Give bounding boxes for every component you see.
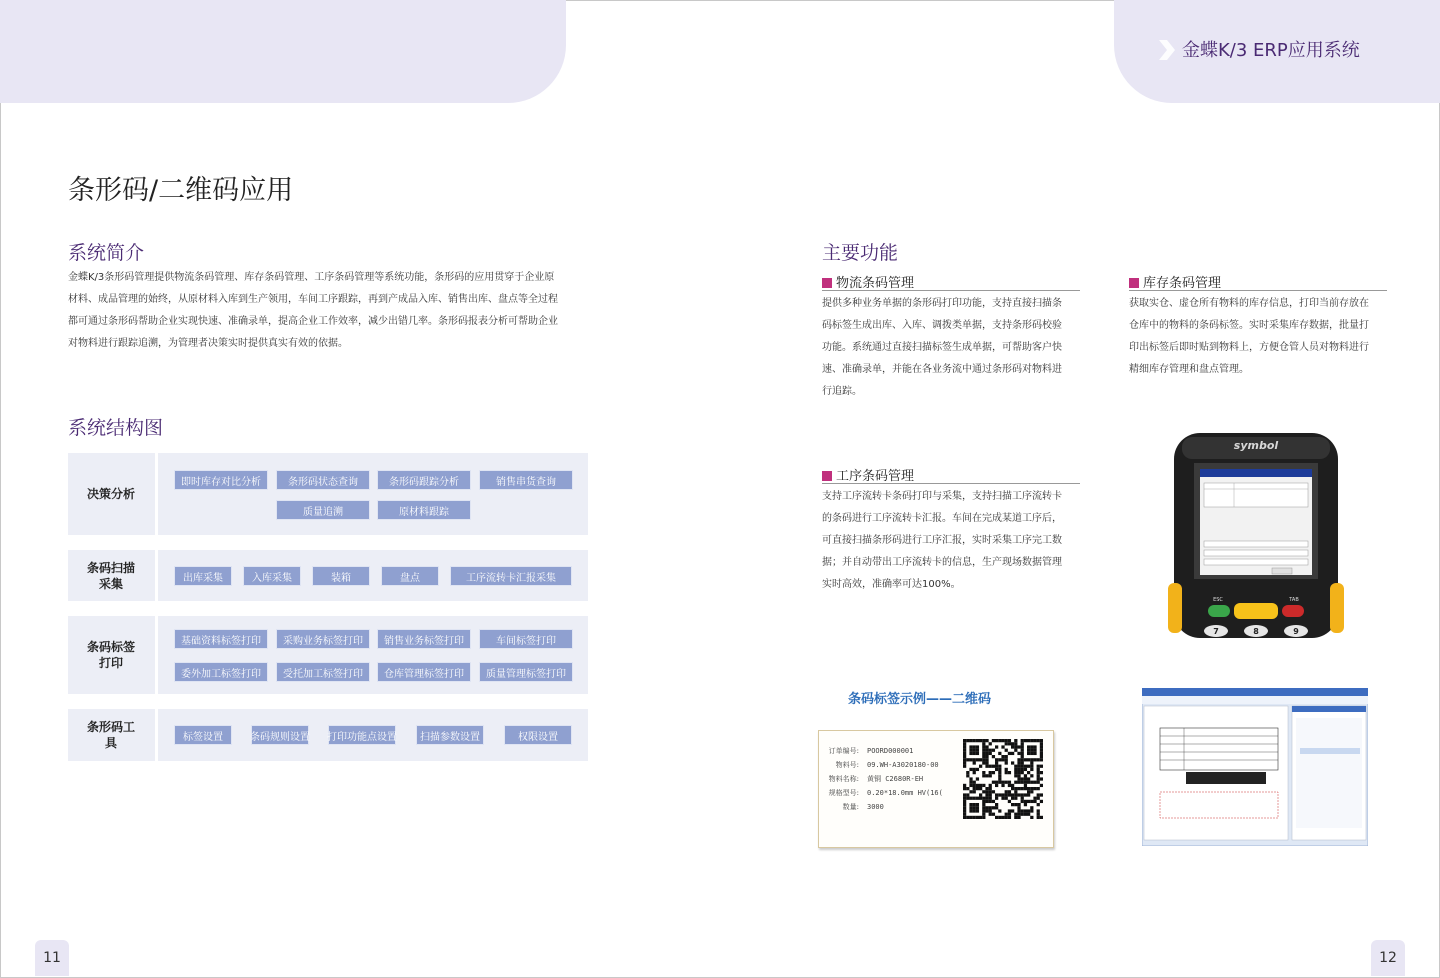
barcode-label-card bbox=[818, 730, 1054, 848]
structure-chip: 采购业务标签打印 bbox=[276, 629, 370, 649]
structure-group-print bbox=[68, 616, 588, 694]
text-line: 功能。系统通过直接扫描标签生成单据，可帮助客户快 bbox=[822, 342, 1062, 353]
intro-title: 系统简介 bbox=[68, 242, 145, 264]
heading-text: 工序条码管理 bbox=[836, 469, 915, 484]
functions-title: 主要功能 bbox=[822, 242, 899, 264]
label-key: 物料号: bbox=[835, 761, 859, 769]
page-title: 条形码/二维码应用 bbox=[68, 175, 294, 206]
header-tab-left bbox=[0, 0, 566, 103]
structure-chip: 销售业务标签打印 bbox=[377, 629, 471, 649]
label-designer-screenshot bbox=[1142, 688, 1368, 846]
group-label bbox=[68, 550, 154, 601]
brand-title: 金蝶K/3 ERP应用系统 bbox=[1182, 40, 1360, 61]
structure-chip: 基础资料标签打印 bbox=[174, 629, 268, 649]
structure-chip: 车间标签打印 bbox=[479, 629, 573, 649]
structure-chip: 入库采集 bbox=[243, 566, 301, 586]
structure-chip: 即时库存对比分析 bbox=[174, 470, 268, 490]
text-line: 印出标签后即时贴到物料上，方便仓管人员对物料进行 bbox=[1129, 342, 1369, 353]
structure-chip: 质量追溯 bbox=[276, 500, 370, 520]
heading-text: 物流条码管理 bbox=[836, 276, 915, 291]
structure-chip: 仓库管理标签打印 bbox=[377, 662, 471, 682]
device-key: 7 bbox=[1213, 627, 1219, 636]
structure-chip: 扫描参数设置 bbox=[416, 725, 484, 745]
qr-example-title: 条码标签示例——二维码 bbox=[848, 692, 992, 707]
device-key: ESC bbox=[1213, 597, 1223, 603]
page-number-left: 11 bbox=[35, 940, 69, 976]
square-bullet-icon bbox=[822, 278, 832, 288]
structure-chip: 委外加工标签打印 bbox=[174, 662, 268, 682]
group-label: 决策分析 bbox=[86, 487, 135, 501]
intro-text bbox=[68, 267, 578, 355]
heading-text: 库存条码管理 bbox=[1143, 276, 1222, 291]
text-line: 速、准确录单，并能在各业务流中通过条形码对物料进 bbox=[822, 364, 1062, 375]
logistics-text bbox=[822, 293, 1084, 403]
label-row bbox=[825, 746, 913, 756]
intro-line: 对物料进行跟踪追溯，为管理者决策实时提供真实有效的依据。 bbox=[68, 338, 348, 349]
label-value: 黄铜 C2680R-EH bbox=[867, 775, 924, 783]
handheld-scanner-image bbox=[1168, 433, 1344, 638]
structure-title: 系统结构图 bbox=[68, 417, 164, 439]
text-line: 仓库中的物料的条码标签。实时采集库存数据，批量打 bbox=[1129, 320, 1369, 331]
page-number-right: 12 bbox=[1371, 940, 1405, 976]
group-label bbox=[68, 616, 154, 694]
group-label-text: 条码扫描采集 bbox=[86, 560, 135, 591]
qr-code-image bbox=[963, 739, 1043, 819]
structure-group-decision bbox=[68, 453, 588, 535]
structure-chip: 原材料跟踪 bbox=[377, 500, 471, 520]
text-line: 实时高效，准确率可达100%。 bbox=[822, 579, 961, 590]
device-key: 9 bbox=[1293, 627, 1299, 636]
structure-chip: 标签设置 bbox=[174, 725, 232, 745]
structure-group-tools bbox=[68, 709, 588, 761]
label-key: 数量: bbox=[842, 803, 859, 811]
group-divider bbox=[155, 616, 158, 694]
group-divider bbox=[155, 453, 158, 535]
square-bullet-icon bbox=[1129, 278, 1139, 288]
label-value: 0.20*18.0mm HV(16( bbox=[867, 789, 943, 797]
text-line: 精细库存管理和盘点管理。 bbox=[1129, 364, 1249, 375]
structure-chip: 工序流转卡汇报采集 bbox=[450, 566, 572, 586]
structure-group-scan bbox=[68, 550, 588, 601]
group-divider bbox=[155, 550, 158, 601]
intro-line: 都可通过条形码帮助企业实现快速、准确录单，提高企业工作效率，减少出错几率。条形码报表分析可帮助企业 bbox=[68, 316, 558, 327]
structure-chip: 出库采集 bbox=[174, 566, 232, 586]
label-value: 3000 bbox=[867, 803, 884, 811]
structure-chip: 销售串货查询 bbox=[479, 470, 573, 490]
label-row bbox=[825, 802, 884, 812]
text-line: 据；并自动带出工序流转卡的信息，生产现场数据管理 bbox=[822, 557, 1062, 568]
structure-chip: 条码规则设置 bbox=[251, 725, 309, 745]
func-heading-inventory bbox=[1129, 272, 1387, 291]
device-brand: symbol bbox=[1233, 439, 1279, 452]
structure-chip: 打印功能点设置 bbox=[328, 725, 396, 745]
text-line: 码标签生成出库、入库、调拨类单据，支持条形码校验 bbox=[822, 320, 1062, 331]
label-row bbox=[825, 774, 923, 784]
group-label-text: 条形码工具 bbox=[87, 720, 136, 750]
text-line: 可直接扫描条形码进行工序汇报，实时采集工序完工数 bbox=[822, 535, 1062, 546]
structure-chip: 条形码状态查询 bbox=[276, 470, 370, 490]
square-bullet-icon bbox=[822, 471, 832, 481]
text-line: 提供多种业务单据的条形码打印功能，支持直接扫描条 bbox=[822, 298, 1062, 309]
structure-chip: 盘点 bbox=[381, 566, 439, 586]
text-line: 行追踪。 bbox=[822, 386, 862, 397]
intro-line: 材料、成品管理的始终，从原材料入库到生产领用，车间工序跟踪，再到产成品入库、销售出库、盘点等全过程 bbox=[68, 294, 558, 305]
label-key: 规格型号: bbox=[828, 789, 859, 797]
label-value: 09.WH-A3020180-00 bbox=[867, 761, 939, 769]
text-line: 支持工序流转卡条码打印与采集，支持扫描工序流转卡 bbox=[822, 491, 1062, 502]
text-line: 的条码进行工序流转卡汇报。车间在完成某道工序后， bbox=[822, 513, 1062, 524]
label-value: POORD000001 bbox=[867, 747, 914, 755]
chevron-right-icon bbox=[1157, 38, 1177, 62]
label-key: 订单编号: bbox=[828, 747, 859, 755]
group-label-text: 条码标签打印 bbox=[86, 640, 135, 670]
label-key: 物料名称: bbox=[828, 775, 859, 783]
group-divider bbox=[155, 709, 158, 761]
structure-chip: 受托加工标签打印 bbox=[276, 662, 370, 682]
func-heading-process bbox=[822, 465, 1080, 484]
device-key: TAB bbox=[1289, 597, 1299, 603]
intro-line: 金蝶K/3条形码管理提供物流条码管理、库存条码管理、工序条码管理等系统功能，条形码的应用贯穿于企业原 bbox=[68, 272, 555, 283]
process-text bbox=[822, 486, 1084, 596]
structure-chip: 装箱 bbox=[312, 566, 370, 586]
label-row bbox=[825, 788, 945, 798]
group-label bbox=[68, 709, 154, 761]
structure-chip: 条形码跟踪分析 bbox=[377, 470, 471, 490]
structure-chip: 权限设置 bbox=[504, 725, 572, 745]
func-heading-logistics bbox=[822, 272, 1080, 291]
structure-chip: 质量管理标签打印 bbox=[479, 662, 573, 682]
inventory-text bbox=[1129, 293, 1391, 381]
text-line: 获取实仓、虚仓所有物料的库存信息，打印当前存放在 bbox=[1129, 298, 1369, 309]
label-row bbox=[825, 760, 939, 770]
device-key: 8 bbox=[1253, 627, 1259, 636]
